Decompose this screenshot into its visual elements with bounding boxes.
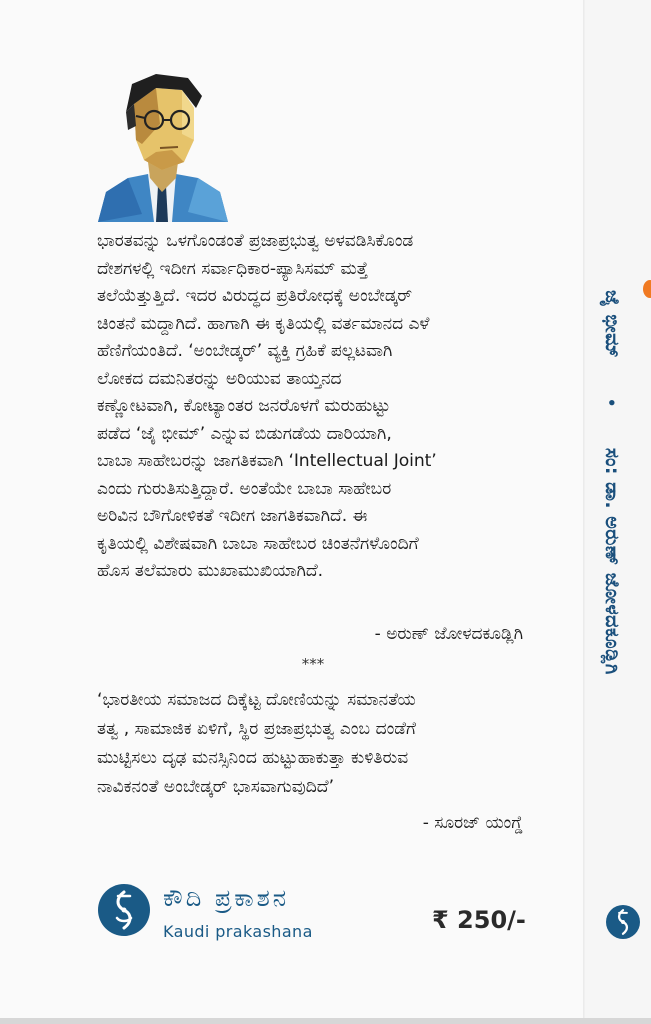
price-label: ₹ 250/- — [432, 906, 526, 934]
spine-accent-dot — [643, 280, 651, 298]
blurb-paragraph: ಭಾರತವನ್ನು ಒಳಗೊಂಡಂತೆ ಪ್ರಜಾಪ್ರಭುತ್ವ ಅಳವಡಿಸಿಕೊಂಡ ದೇಶಗಳಲ್ಲಿ ಇದೀಗ ಸರ್ವಾಧಿಕಾರ-ಪ್ಯಾಸಿಸಮ್ ಮತ್ತೆ ತಲೆಯೆತ್ತುತ್ತಿದೆ. ಇದರ ವಿರುದ್ಧದ ಪ್ರತಿರೋಧಕ್ಕೆ ಅಂಬೇಡ್ಕರ್ ಚಿಂತನೆ ಮದ್ದಾಗಿದೆ. ಹಾಗಾಗಿ ಈ ಕೃತಿಯಲ್ಲಿ ವರ್ತಮಾನದ ಎಳೆ ಹೆಣಿಗೆಯಂತಿದೆ. ‘ಅಂಬೇಡ್ಕರ್’ ವ್ಯಕ್ತಿ ಗ್ರಹಿಕೆ ಪಲ್ಲಟವಾಗಿ ಲೋಕದ ದಮನಿತರನ್ನು ಅರಿಯುವ ತಾಯ್ತನದ ಕಣ್ಣೋಟವಾಗಿ, ಕೋಟ್ಯಾಂತರ ಜನರೊಳಗೆ ಮರುಹುಟ್ಟು ಪಡೆದ ‘ಜೈ ಭೀಮ್’ ಎನ್ನುವ ಬಿಡುಗಡೆಯ ದಾರಿಯಾಗಿ, ಬಾಬಾ ಸಾಹೇಬರನ್ನು ಜಾಗತಿಕವಾಗಿ ‘Intellectual Joint’ ಎಂದು ಗುರುತಿಸುತ್ತಿದ್ದಾರೆ. ಅಂತೆಯೇ ಬಾಬಾ ಸಾಹೇಬರ ಅರಿವಿನ ಬೌಗೋಳಿಕತೆ ಇದೀಗ ಜಾಗತಿಕವಾಗಿದೆ. ಈ ಕೃತಿಯಲ್ಲಿ ವಿಶೇಷವಾಗಿ ಬಾಬಾ ಸಾಹೇಬರ ಚಿಂತನೆಗಳೊಂದಿಗೆ ಹೊಸ ತಲೆಮಾರು ಮುಖಾಮುಖಿಯಾಗಿದೆ. — [97, 231, 437, 581]
spine-editor: ಸಂ: ಡಾ. ಅರುಣ್ ಜೋಳದಕೂಡ್ಲಿಗಿ — [601, 447, 623, 675]
bottom-shadow — [0, 1018, 651, 1024]
blurb-signature: - ಅರುಣ್ ಜೋಳದಕೂಡ್ಲಿಗಿ — [374, 624, 523, 644]
section-separator: *** — [301, 655, 325, 673]
quote-signature: - ಸೂರಜ್ ಯಂಗ್ಡೆ — [422, 813, 523, 833]
ambedkar-portrait-image — [98, 74, 228, 222]
blurb-text — [97, 228, 537, 586]
spine-title: ಜೈ ಭೀಮ್ — [601, 290, 623, 358]
kaudi-logo-icon — [98, 884, 150, 936]
spine-kaudi-logo-icon — [606, 905, 640, 939]
quote-text: ‘ಭಾರತೀಯ ಸಮಾಜದ ದಿಕ್ಕೆಟ್ಟ ದೋಣಿಯನ್ನು ಸಮಾನತೆಯ ತತ್ವ , ಸಾಮಾಜಿಕ ಏಳಿಗೆ, ಸ್ಥಿರ ಪ್ರಜಾಪ್ರಭುತ್ವ ಎಂಬ ದಂಡೆಗೆ ಮುಟ್ಟಿಸಲು ದೃಢ ಮನಸ್ಸಿನಿಂದ ಹುಟ್ಟುಹಾಕುತ್ತಾ ಕುಳಿತಿರುವ ನಾವಿಕನಂತೆ ಅಂಬೇಡ್ಕರ್ ಭಾಸವಾಗುವುದಿದೆ’ — [97, 690, 416, 797]
spine-separator: • — [602, 397, 620, 408]
publisher-name-english: Kaudi prakashana — [163, 922, 313, 941]
spine-title-block — [601, 290, 623, 675]
publisher-name-kannada: ಕೌದಿ ಪ್ರಕಾಶನ — [163, 884, 290, 912]
